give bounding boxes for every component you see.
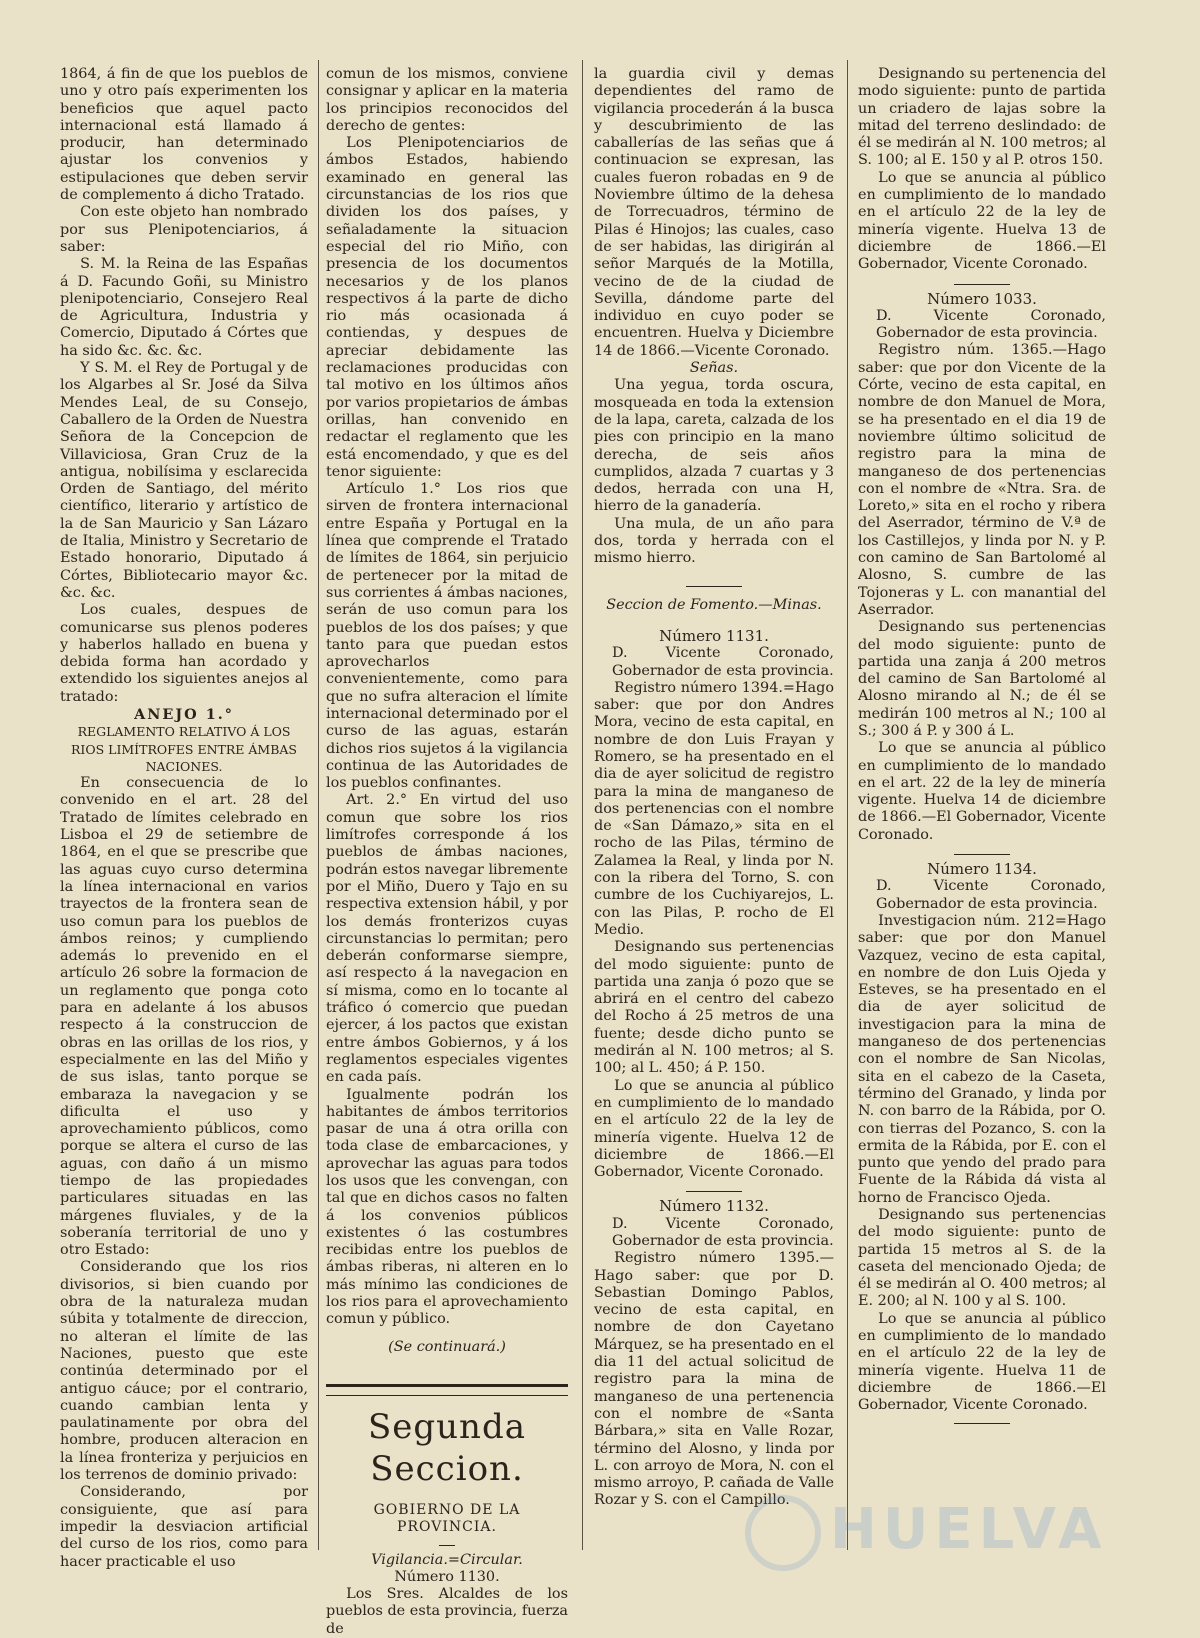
gobernador-line: D. Vicente Coronado, Gobernador de esta provincia. xyxy=(876,307,1106,342)
paragraph: Una mula, de un año para dos, torda y herrada con el mismo hierro. xyxy=(594,515,834,567)
paragraph: Lo que se anuncia al público en cumplimiento de lo mandado en el artículo 22 de la ley de minería vigente. Huelva 13 de diciembre de 1866.—El Gobernador, Vicente Coronado. xyxy=(858,169,1106,273)
gobernador-line: D. Vicente Coronado, Gobernador de esta provincia. xyxy=(612,645,834,679)
numero-heading: Número 1033. xyxy=(927,289,1037,308)
paragraph: Considerando, por consiguiente, que así para impedir la desviacion artificial del curso de los rios, como para hacer practicable el uso xyxy=(60,1484,308,1570)
divider xyxy=(954,854,1010,855)
divider xyxy=(686,1191,742,1192)
paragraph: comun de los mismos, conviene consignar y aplicar en la materia los principios reconocidos del derecho de gentes: xyxy=(326,66,568,134)
divider xyxy=(686,586,742,587)
numero-heading: Número 1130. xyxy=(394,1568,500,1585)
paragraph: Investigacion núm. 212=Hago saber: que por don Manuel Vazquez, vecino de esta capital, en nombre de don Luis Ojeda y Esteves, se ha presentado en el dia de ayer solicitud de investigacion para la mina de manganeso de dos pertenencias con el nombre de San Nicolas, sita en el cabezo de la Caseta, término del Granado, y linda por N. con barro de la Rábida, por O. con tierras del Pozanco, S. con la ermita de la Rábida, por E. con el punto que yendo del prado para Fuente de la Rábida dá vista al horno de Francisco Ojeda. xyxy=(858,912,1106,1206)
paragraph: Los Plenipotenciarios de ámbos Estados, habiendo examinado en general las circunstancias de los rios que dividen los dos países, y señaladamente la situacion especial del rio Miño, con presencia de los documentos necesarios y de los planos respectivos á la parte de dicho rio más ocasionada á contiendas, y despues de apreciar debidamente las reclamaciones producidas con tal motivo en los últimos años por varios propietarios de ámbas orillas, han convenido en redactar el reglamento que les está encomendado, y que es del tenor siguiente: xyxy=(326,135,568,480)
paragraph: Designando su pertenencia del modo siguiente: punto de partida un criadero de lajas sobre la mitad del terreno deslindado: de él se medirán al N. 100 metros; al S. 100; al E. 150 y al P. otros 150. xyxy=(858,66,1106,169)
paragraph: Designando sus pertenencias del modo siguiente: punto de partida una zanja á 200 metros del camino de San Bartolomé al Alosno mirando al N.; de él se medirán 100 metros al N.; 100 al S.; 300 á P. y 300 á L. xyxy=(858,619,1106,739)
gobernador-line: D. Vicente Coronado, Gobernador de esta provincia. xyxy=(876,878,1106,912)
dash-divider xyxy=(439,1545,455,1546)
column-rule xyxy=(847,60,848,1550)
paragraph: Registro número 1394.=Hago saber: que por don Andres Mora, vecino de esta capital, en nombre de don Luis Frayan y Romero, se ha presentado en el dia de ayer solicitud de registro para la mina de manganeso de dos pertenencias con el nombre de «San Dámazo,» sita en el rocho de las Pilas, término de Zalamea la Real, y linda por N. con la ribera del Torno, S. con cumbre de los Cuchiyarejos, L. con las Pilas, P. rocho de El Medio. xyxy=(594,679,834,938)
column-1 xyxy=(60,66,308,1571)
paragraph: la guardia civil y demas dependientes del ramo de vigilancia procederán á la busca y descubrimiento de las caballerías de las señas que á continuacion se expresan, las cuales fueron robadas en 9 de Noviembre último de la dehesa de Torrecuadros, término de Pilas é Hinojos; las cuales, caso de ser habidas, las dirigirán al señor Marqués de la Motilla, vecino de de la ciudad de Sevilla, dándome parte del individuo en cuyo poder se encuentren. Huelva y Diciembre 14 de 1866.—Vicente Coronado. xyxy=(594,66,834,359)
paragraph: Registro número 1395.—Hago saber: que por D. Sebastian Domingo Pablos, vecino de esta capital, en nombre de don Cayetano Márquez, se ha presentado en el dia 11 del actual solicitud de registro para la mina de manganeso de una pertenencia con el nombre de «Santa Bárbara,» sita en Valle Rozar, término del Alosno, y linda por L. con arroyo de Mora, N. con el mismo arroyo, P. cañada de Valle Rozar y S. con el Campillo. xyxy=(594,1250,834,1509)
fomento-heading: Seccion de Fomento.—Minas. xyxy=(606,596,822,613)
vigilancia-heading: Vigilancia.=Circular. xyxy=(371,1551,523,1568)
reglamento-heading: REGLAMENTO RELATIVO Á LOS RIOS LIMÍTROFES ENTRE ÁMBAS NACIONES. xyxy=(71,724,297,774)
paragraph: Art. 2.° En virtud del uso comun que sobre los rios limítrofes corresponde á los pueblos de ámbas naciones, podrán estos navegar libremente por el Miño, Duero y Tajo en su respectiva extension hábil, y por los demás fronterizos cuyas circunstancias lo permitan; pero deberán conformarse siempre, así respecto á la navegacion en sí misma, como en lo tocante al tráfico ó comercio que puedan ejercer, á los pactos que existan entre ámbos Gobiernos, y á los reglamentos especiales vigentes en cada país. xyxy=(326,792,568,1086)
column-4 xyxy=(858,66,1106,1424)
gobernador-line: D. Vicente Coronado, Gobernador de esta provincia. xyxy=(612,1215,834,1249)
anejo-heading: ANEJO 1.° xyxy=(134,705,234,723)
double-rule xyxy=(326,1384,568,1396)
watermark-logo xyxy=(745,1495,821,1571)
paragraph: Lo que se anuncia al público en cumplimiento de lo mandado en el art. 22 de la ley de minería vigente. Huelva 14 de diciembre de 1866.—El Gobernador, Vicente Coronado. xyxy=(858,740,1106,843)
watermark: HUELVA xyxy=(830,1497,1108,1562)
paragraph: Lo que se anuncia al público en cumplimiento de lo mandado en el artículo 22 de la ley de minería vigente. Huelva 11 de diciembre de 1866.—El Gobernador, Vicente Coronado. xyxy=(858,1310,1106,1414)
paragraph: Una yegua, torda oscura, mosqueada en toda la extension de la lapa, careta, calzada de los pies con principio en la mano derecha, de seis años cumplidos, alzada 7 cuartas y 3 dedos, herrada con una H, hierro de la ganadería. xyxy=(594,377,834,515)
column-rule xyxy=(582,60,583,1550)
column-rule xyxy=(318,60,319,1550)
paragraph: Designando sus pertenencias del modo siguiente: punto de partida 15 metros al S. de la caseta del mencionado Ojeda; de él se medirán al O. 400 metros; al E. 200; al N. 100 y al S. 100. xyxy=(858,1207,1106,1310)
paragraph: Considerando que los rios divisorios, si bien cuando por obra de la naturaleza mudan súbita y totalmente de direccion, no alteran el límite de las Naciones, puesto que este continúa determinado por el antiguo cáuce; por el contrario, cuando cambian lenta y paulatinamente por obra del hombre, producen alteracion en la línea fronteriza y perjuicios en los terrenos de dominio privado: xyxy=(60,1259,308,1484)
paragraph: Registro núm. 1365.—Hago saber: que por don Vicente de la Córte, vecino de esta capital, en nombre de don Manuel de Mora, se ha presentado en el dia 19 de noviembre último solicitud de registro para la mina de manganeso de dos pertenencias con el nombre de «Ntra. Sra. de Loreto,» sita en el rocho y ribera del Aserrador, término de V.ª de los Castillejos, y linda por N. y P. con camino de San Bartolomé al Alosno, S. cumbre de las Tojoneras y L. con manantial del Aserrador. xyxy=(858,342,1106,618)
paragraph: En consecuencia de lo convenido en el art. 28 del Tratado de límites celebrado en Lisboa el 29 de setiembre de 1864, en el que se prescribe que las aguas cuyo curso determina la línea internacional en varios trayectos de la frontera sean de uso comun para los pueblos de ámbos reinos; y cumpliendo además lo prevenido en el artículo 26 sobre la formacion de un reglamento que ponga coto para en adelante á los abusos respecto á la construccion de obras en las orillas de los rios, y especialmente en las del Miño y de sus islas, tanto porque se embaraza la navegacion y se dificulta el uso y aprovechamiento públicos, como porque se altera el curso de las aguas, con daño á un mismo tiempo de las propiedades particulares situadas en las márgenes fluviales, y de la soberanía territorial de uno y otro Estado: xyxy=(60,775,308,1259)
numero-heading: Número 1134. xyxy=(927,860,1037,879)
paragraph: Igualmente podrán los habitantes de ámbos territorios pasar de una á otra orilla con toda clase de embarcaciones, y aprovechar las aguas para todos los usos que les convengan, con tal que en dichos casos no falten á los convenios públicos existentes ó las costumbres recibidas entre los pueblos de ámbas riberas, ni alteren en lo más mínimo las condiciones de los rios para el aprovechamiento comun y público. xyxy=(326,1086,568,1328)
paragraph: Con este objeto han nombrado por sus Plenipotenciarios, á saber: xyxy=(60,204,308,255)
column-3 xyxy=(594,66,834,1510)
paragraph: Los Sres. Alcaldes de los pueblos de esta provincia, fuerza de xyxy=(326,1586,568,1637)
gobierno-heading: GOBIERNO DE LA PROVINCIA. xyxy=(373,1501,521,1536)
column-2 xyxy=(326,66,568,1638)
paragraph: Y S. M. el Rey de Portugal y de los Algarbes al Sr. José da Silva Mendes Leal, de su Consejo, Caballero de la Orden de Nuestra Señora de la Concepcion de Villaviciosa, Gran Cruz de la antigua, nobilísima y esclarecida Orden de Santiago, del mérito científico, literario y artístico de la de San Mauricio y San Lázaro de Italia, Ministro y Secretario de Estado honorario, Diputado á Córtes, Bibliotecario mayor &c. &c. &c. xyxy=(60,360,308,601)
senas-heading: Señas. xyxy=(689,360,739,377)
paragraph: Los cuales, despues de comunicarse sus plenos poderes y haberlos hallado en buena y debida forma han acordado y extendido los siguientes anejos al tratado: xyxy=(60,602,308,705)
section-title: Segunda Seccion. xyxy=(367,1406,526,1489)
paragraph: Designando sus pertenencias del modo siguiente: punto de partida una zanja ó pozo que se abrirá en el centro del cabezo del Rocho á 25 metros de una fuente; desde dicho punto se medirán al N. 100 metros; al S. 100; al L. 450; á P. 150. xyxy=(594,939,834,1077)
divider xyxy=(954,284,1010,285)
paragraph: Artículo 1.° Los rios que sirven de frontera internacional entre España y Portugal en la línea que comprende el Tratado de límites de 1864, sin perjuicio de pertenecer por la mitad de sus corrientes á ámbas naciones, serán de uso comun para los pueblos de los dos países; y que tanto para que puedan estos aprovecharlos convenientemente, como para que no sufra alteracion el límite internacional determinado por el curso de las aguas, estarán dichos rios sujetos á la vigilancia continua de las Autoridades de los pueblos confinantes. xyxy=(326,481,568,792)
paragraph: S. M. la Reina de las Españas á D. Facundo Goñi, su Ministro plenipotenciario, Consejero Real de Agricultura, Industria y Comercio, Diputado á Córtes que ha sido &c. &c. &c. xyxy=(60,256,308,359)
numero-heading: Número 1131. xyxy=(659,626,769,645)
paragraph: 1864, á fin de que los pueblos de uno y otro país experimenten los beneficios que aquel pacto internacional está llamado á producir, han determinado ajustar los convenios y estipulaciones que deben servir de complemento á dicho Tratado. xyxy=(60,66,308,204)
numero-heading: Número 1132. xyxy=(659,1197,769,1216)
divider xyxy=(954,1423,1010,1424)
paragraph: Lo que se anuncia al público en cumplimiento de lo mandado en el artículo 22 de la ley de minería vigente. Huelva 12 de diciembre de 1866.—El Gobernador, Vicente Coronado. xyxy=(594,1077,834,1181)
continuara-note: (Se continuará.) xyxy=(388,1338,506,1355)
